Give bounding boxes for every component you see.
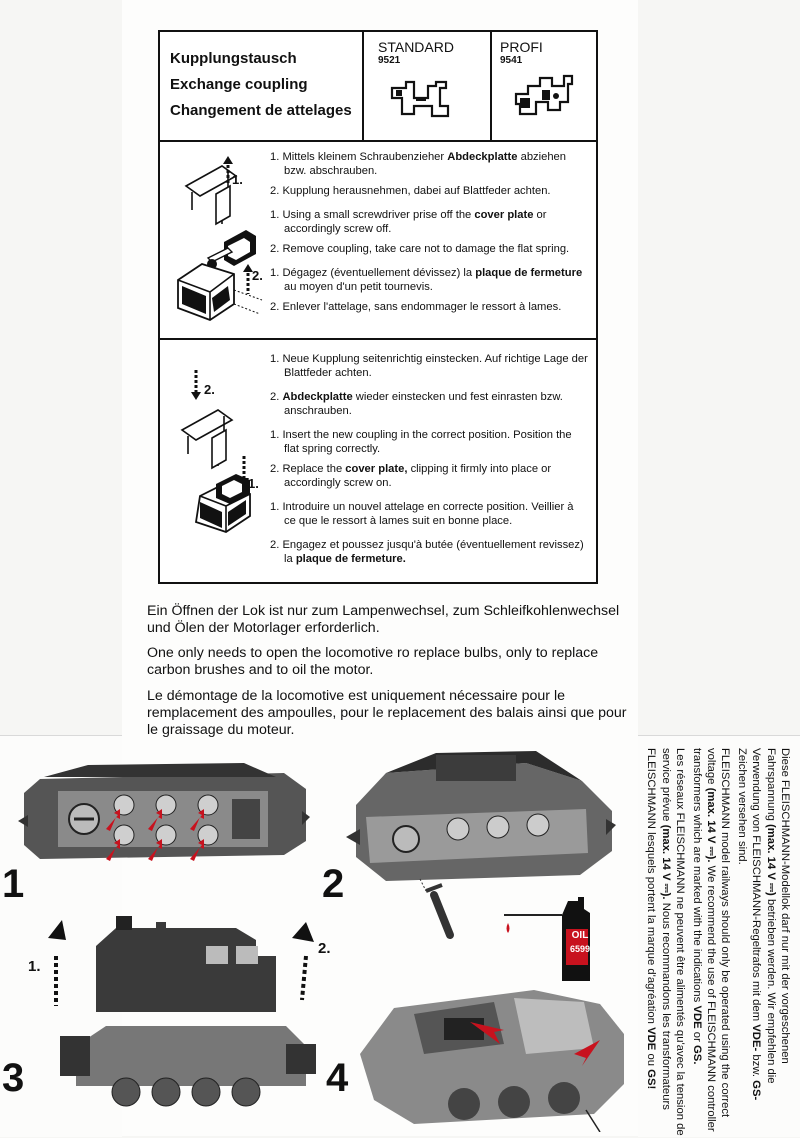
profi-coupling-icon <box>508 72 584 122</box>
figure-number: 4 <box>326 1056 349 1100</box>
lift-arrow-label: 2. <box>318 940 331 957</box>
locomotive-motor-photo <box>354 984 634 1132</box>
cover-plate-insertion-illustration <box>170 366 270 556</box>
coupling-instructions-box <box>158 30 598 584</box>
step-item: 2. Enlever l'attelage, sans endommager le ressort à lames. <box>270 301 562 313</box>
oil-number: 6599 <box>569 944 591 954</box>
step-item: 1. Mittels kleinem Schraubenzieher Abdeckplatte abziehen bzw. abschrauben. <box>270 151 567 177</box>
step-item: 2. Replace the cover plate, clipping it firmly into place or accordingly screw on. <box>270 463 552 489</box>
voltage-warning-text <box>640 748 792 1138</box>
step-item: 1. Insert the new coupling in the correct position. Position the flat spring correctly. <box>270 429 572 455</box>
warning-de: Diese FLEISCHMANN-Modellok darf nur mit der vorgeschenen Fahrspannung (max. 14 V ⎓) betrieben werden. Wir empfehlen die Verwendung von FLEISCHMANN-Regeltrafos mit dem VDE- bzw. GS-Zeichen versehen sind. <box>735 748 791 1101</box>
header-divider <box>490 32 492 140</box>
warning-fr: Les réseaux FLEISCHMANN ne peuvent être alimentés qu'avec la tension de service prévue (max. 14 V ⎓). Nous recommandons les transformateurs FLEISCHMANN lesquels portent la marque d'agréation VDE ou GS! <box>645 748 687 1136</box>
step-item: 1. Neue Kupplung seitenrichtig einstecken. Auf richtige Lage der Blattfeder achten. <box>270 353 588 379</box>
title-en: Exchange coupling <box>170 76 308 93</box>
coupling-header <box>160 32 596 142</box>
step-item: 2. Abdeckplatte wieder einstecken und fest einrasten bzw. anschrauben. <box>270 391 563 417</box>
removal-steps <box>270 150 588 320</box>
profi-label: PROFI <box>500 39 543 55</box>
locomotive-underside-photo <box>14 755 314 865</box>
note-en: One only needs to open the locomotive ro replace bulbs, only to replace carbon brushes and to oil the motor. <box>147 645 599 678</box>
step-item: 2. Engagez et poussez jusqu'à butée (éventuellement revissez) la plaque de fermeture. <box>270 539 584 565</box>
standard-label: STANDARD <box>378 39 454 55</box>
standard-coupling-icon <box>388 76 458 122</box>
insertion-section <box>160 338 596 582</box>
step-marker: 1. <box>248 476 259 491</box>
step-marker: 1. <box>232 172 243 187</box>
step-item: 2. Remove coupling, take care not to damage the flat spring. <box>270 243 570 255</box>
removal-section <box>160 140 596 340</box>
note-de: Ein Öffnen der Lok ist nur zum Lampenwechsel, zum Schleifkohlenwechsel und Ölen der Motorlager erforderlich. <box>147 603 620 636</box>
figure-number: 1 <box>2 862 25 906</box>
cover-plate-removal-illustration <box>172 154 272 334</box>
title-de: Kupplungstausch <box>170 50 297 67</box>
lift-arrow-label: 1. <box>28 958 41 975</box>
step-item: 1. Using a small screwdriver prise off the cover plate or accordingly screw off. <box>270 209 547 235</box>
standard-number: 9521 <box>378 55 401 66</box>
header-divider <box>362 32 364 140</box>
header-titles <box>170 46 352 124</box>
figure-number: 3 <box>2 1056 25 1100</box>
note-fr: Le démontage de la locomotive est uniquement nécessaire pour le remplacement des ampoulles, pour le replacement des balais ainsi que pour le graissage du moteur. <box>147 688 627 738</box>
step-item: 1. Introduire un nouvel attelage en correcte position. Veillier à ce que le ressort à lames suit en bonne place. <box>270 501 574 527</box>
title-fr: Changement de attelages <box>170 102 352 119</box>
insertion-steps <box>270 352 588 572</box>
figure-number: 2 <box>322 862 345 906</box>
step-item: 1. Dégagez (éventuellement dévissez) la plaque de fermeture au moyen d'un petit tournevis. <box>270 267 583 293</box>
step-item: 2. Kupplung herausnehmen, dabei auf Blattfeder achten. <box>270 185 551 197</box>
step-marker: 2. <box>252 268 263 283</box>
warning-en: FLEISCHMANN model railways should only be operated using the correct voltage (max. 14 V ⎓). We recommend the use of FLEISCHMANN controller transformers which are marked with the indications VDE or GS. <box>690 748 732 1132</box>
profi-number: 9541 <box>500 55 523 66</box>
oil-label: OIL <box>571 930 589 941</box>
oil-bottle-icon <box>500 895 610 985</box>
locomotive-body-lift-photo <box>36 916 349 1126</box>
step-marker: 2. <box>204 382 215 397</box>
